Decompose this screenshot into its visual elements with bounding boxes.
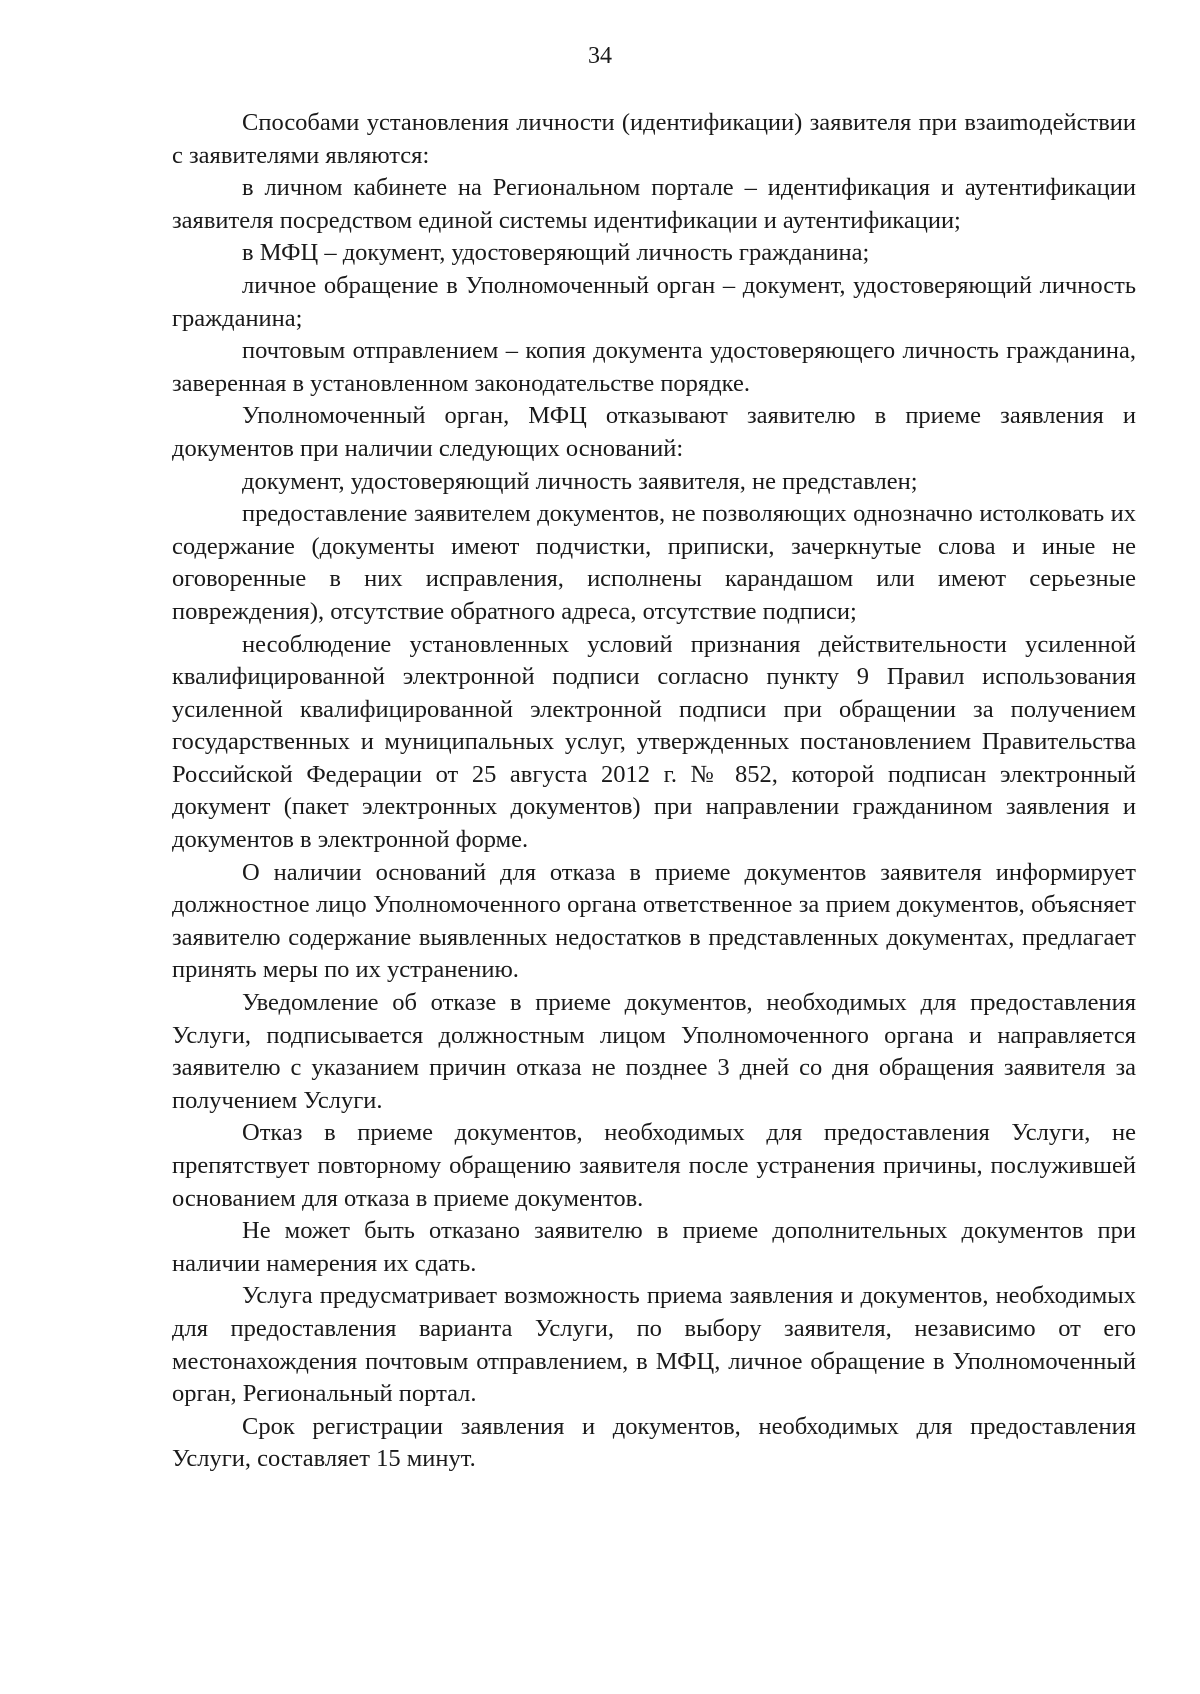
page-number: 34 <box>588 43 612 69</box>
paragraph-no-id-document: документ, удостоверяющий личность заявителя, не представлен; <box>242 467 918 495</box>
paragraph-registration-time: Срок регистрации заявления и документов, необходимых для предоставления Услуги, составляет 15 минут. <box>172 1412 1136 1473</box>
paragraph-personal-visit: личное обращение в Уполномоченный орган – документ, удостоверяющий личность гражданина; <box>172 271 1136 332</box>
paragraph-identification-methods: Способами установления личности (идентификации) заявителя при взаиmодействии с заявителями являются: <box>172 109 1136 169</box>
paragraph-refusal-information: О наличии оснований для отказа в приеме документов заявителя информирует должностное лицо Уполномоченного органа ответственное за прием документов, объясняет заявителю содержание выявленных недостатков в представленных документах, предлагает принять меры по их устранению. <box>172 858 1136 984</box>
paragraph-postal: почтовым отправлением – копия документа удостоверяющего личность гражданина, заверенная в установленном законодательстве порядке. <box>172 337 1136 397</box>
paragraph-refusal-grounds: Уполномоченный орган, МФЦ отказывают заявителю в приеме заявления и документов при наличии следующих оснований: <box>172 402 1136 462</box>
paragraph-mfc: в МФЦ – документ, удостоверяющий личность гражданина; <box>242 239 870 267</box>
paragraph-ambiguous-documents: предоставление заявителем документов, не позволяющих однозначно истолковать их содержание (документы имеют подчистки, приписки, зачеркнутые слова и иные не оговоренные в них исправления, исполнены карандашом или имеют серьезные повреждения), отсутствие обратного адреса, отсутствие подписи; <box>172 500 1136 625</box>
paragraph-personal-account: в личном кабинете на Региональном портале – идентификация и аутентификации заявителя посредством единой системы идентификации и аутентификации; <box>172 174 1136 234</box>
paragraph-additional-documents: Не может быть отказано заявителю в приеме дополнительных документов при наличии намерения их сдать. <box>172 1217 1136 1277</box>
paragraph-repeat-application: Отказ в приеме документов, необходимых для предоставления Услуги, не препятствует повторному обращению заявителя после устранения причины, послужившей основанием для отказа в приеме документов. <box>172 1119 1136 1212</box>
document-body <box>172 107 1136 1476</box>
paragraph-refusal-notification: Уведомление об отказе в приеме документов, необходимых для предоставления Услуги, подписывается должностным лицом Уполномоченного органа и направляется заявителю с указанием причин отказа не позднее 3 дней со дня обращения заявителя за получением Услуги. <box>172 989 1136 1114</box>
paragraph-electronic-signature: несоблюдение установленных условий признания действительности усиленной квалифицированной электронной подписи согласно пункту 9 Правил использования усиленной квалифицированной электронной подписи при обращении за получением государственных и муниципальных услуг, утвержденных постановлением Правительства Российской Федерации от 25 августа 2012 г. № 852, которой подписан электронный документ (пакет электронных документов) при направлении гражданином заявления и документов в электронной форме. <box>172 630 1136 854</box>
paragraph-application-channels: Услуга предусматривает возможность приема заявления и документов, необходимых для предоставления варианта Услуги, по выбору заявителя, независимо от его местонахождения почтовым отправлением, в МФЦ, личное обращение в Уполномоченный орган, Региональный портал. <box>172 1282 1136 1408</box>
